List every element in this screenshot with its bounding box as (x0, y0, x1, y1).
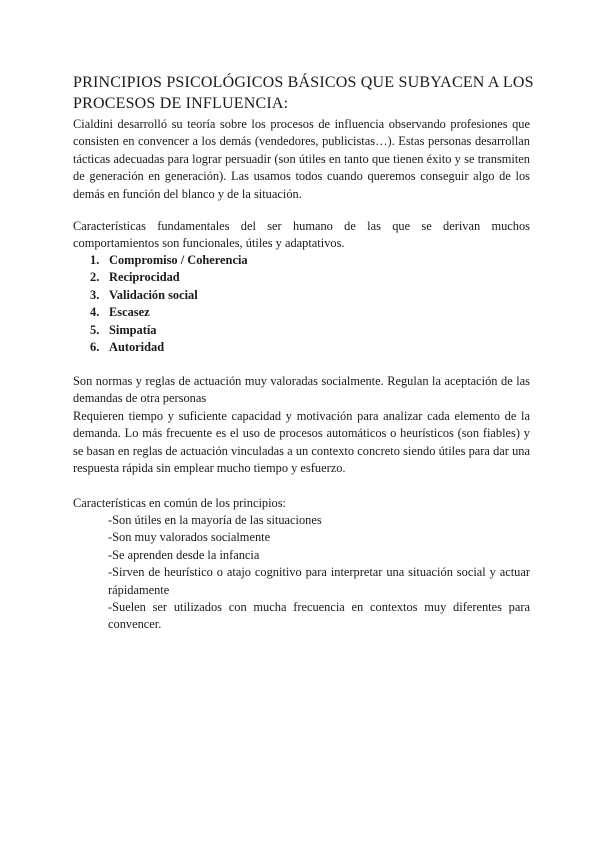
requirements-paragraph: Requieren tiempo y suficiente capacidad y motivación para analizar cada elemento de la demanda. Lo más frecuente es el uso de procesos automáticos o heurísticos (son fiables) y se basan en reglas de actuación vinculadas a un contexto concreto siendo útiles para dar una respuesta rápida sin emplear mucho tiempo y esfuerzo. (73, 409, 530, 476)
principles-list (90, 252, 248, 356)
document-title: PRINCIPIOS PSICOLÓGICOS BÁSICOS QUE SUBYACEN A LOS PROCESOS DE INFLUENCIA: (73, 74, 534, 112)
common-features-list (108, 512, 530, 634)
norms-paragraph: Son normas y reglas de actuación muy valoradas socialmente. Regulan la aceptación de las demandas de otra personas (73, 374, 530, 406)
list-item: -Sirven de heurístico o atajo cognitivo para interpretar una situación social y actuar rápidamente (108, 565, 530, 597)
intro-paragraph: Cialdini desarrolló su teoría sobre los procesos de influencia observando profesiones que consisten en convencer a los demás (vendedores, publicistas…). Estas personas desarrollan tácticas adecuadas para lograr persuadir (son útiles en tanto que tienen éxito y se transmiten de generación en generación). Las usamos todos cuando queremos conseguir algo de los demás en función del blanco y de la situación. (73, 117, 530, 201)
list-item: -Son útiles en la mayoría de las situaciones (108, 513, 322, 527)
list-item: 3. Validación social (90, 287, 198, 302)
characteristics-paragraph: Características fundamentales del ser humano de las que se derivan muchos comportamientos son funcionales, útiles y adaptativos. (73, 219, 530, 251)
list-item: 4. Escasez (90, 305, 150, 320)
list-item: -Se aprenden desde la infancia (108, 547, 260, 562)
list-item: -Suelen ser utilizados con mucha frecuencia en contextos muy diferentes para convencer. (108, 600, 530, 632)
list-item: -Son muy valorados socialmente (108, 530, 271, 545)
list-item: 5. Simpatía (90, 322, 157, 337)
list-item: 1. Compromiso / Coherencia (90, 253, 248, 267)
common-features-heading: Características en común de los principios: (73, 496, 286, 510)
list-item: 6. Autoridad (90, 340, 165, 355)
list-item: 2. Reciprocidad (90, 270, 180, 285)
